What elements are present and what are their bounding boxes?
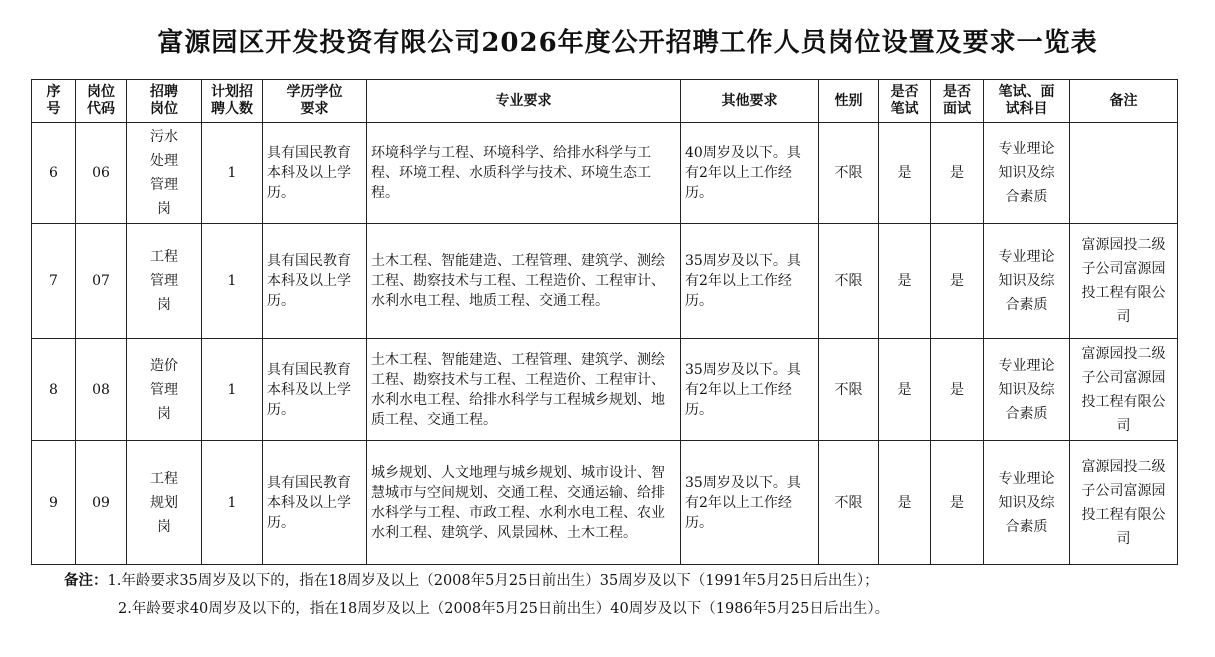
page-title: 富源园区开发投资有限公司2026年度公开招聘工作人员岗位设置及要求一览表 bbox=[157, 28, 1098, 58]
cell-remark: 富源园投二级子公司富源园投工程有限公司 bbox=[1070, 339, 1178, 441]
cell-major: 城乡规划、人文地理与城乡规划、城市设计、智慧城市与空间规划、交通工程、交通运输、给排水科学与工程、市政工程、水利水电工程、农业水利工程、建筑学、风景园林、土木工程。 bbox=[367, 441, 681, 565]
cell-remark bbox=[1070, 123, 1178, 224]
cell-gender: 不限 bbox=[819, 339, 879, 441]
cell-written: 是 bbox=[879, 441, 931, 565]
cell-major: 环境科学与工程、环境科学、给排水科学与工程、环境工程、水质科学与技术、环境生态工程。 bbox=[367, 123, 681, 224]
cell-no: 8 bbox=[32, 339, 76, 441]
cell-count: 1 bbox=[202, 224, 263, 339]
cell-written: 是 bbox=[879, 224, 931, 339]
cell-other: 40周岁及以下。具有2年以上工作经历。 bbox=[681, 123, 819, 224]
cell-interview: 是 bbox=[931, 339, 984, 441]
header-post: 招聘岗位 bbox=[127, 80, 202, 123]
header-code: 岗位代码 bbox=[76, 80, 127, 123]
header-major: 专业要求 bbox=[367, 80, 681, 123]
cell-no: 7 bbox=[32, 224, 76, 339]
cell-gender: 不限 bbox=[819, 224, 879, 339]
cell-written: 是 bbox=[879, 123, 931, 224]
cell-count: 1 bbox=[202, 441, 263, 565]
cell-remark: 富源园投二级子公司富源园投工程有限公司 bbox=[1070, 224, 1178, 339]
cell-education: 具有国民教育本科及以上学历。 bbox=[263, 123, 367, 224]
cell-post: 工程管理岗 bbox=[127, 224, 202, 339]
footnote-line-2 bbox=[64, 595, 889, 623]
cell-subjects: 专业理论知识及综合素质 bbox=[984, 339, 1070, 441]
cell-education: 具有国民教育本科及以上学历。 bbox=[263, 224, 367, 339]
cell-post: 工程规划岗 bbox=[127, 441, 202, 565]
cell-interview: 是 bbox=[931, 224, 984, 339]
footnotes bbox=[64, 567, 889, 623]
header-written: 是否笔试 bbox=[879, 80, 931, 123]
cell-code: 09 bbox=[76, 441, 127, 565]
header-remark: 备注 bbox=[1070, 80, 1178, 123]
header-count: 计划招聘人数 bbox=[202, 80, 263, 123]
footnote-text-2: 2.年龄要求40周岁及以下的，指在18周岁及以上（2008年5月25日前出生）40周岁及以下（1986年5月25日后出生）。 bbox=[118, 601, 890, 617]
cell-code: 07 bbox=[76, 224, 127, 339]
cell-interview: 是 bbox=[931, 441, 984, 565]
cell-count: 1 bbox=[202, 339, 263, 441]
cell-written: 是 bbox=[879, 339, 931, 441]
cell-gender: 不限 bbox=[819, 123, 879, 224]
header-education: 学历学位要求 bbox=[263, 80, 367, 123]
cell-post: 污水处理管理岗 bbox=[127, 123, 202, 224]
cell-subjects: 专业理论知识及综合素质 bbox=[984, 441, 1070, 565]
header-subjects: 笔试、面试科目 bbox=[984, 80, 1070, 123]
footnote-text-1: 1.年龄要求35周岁及以下的，指在18周岁及以上（2008年5月25日前出生）35周岁及以下（1991年5月25日后出生）； bbox=[107, 573, 879, 589]
cell-other: 35周岁及以下。具有2年以上工作经历。 bbox=[681, 224, 819, 339]
cell-major: 土木工程、智能建造、工程管理、建筑学、测绘工程、勘察技术与工程、工程造价、工程审计、水利水电工程、给排水科学与工程城乡规划、地质工程、交通工程。 bbox=[367, 339, 681, 441]
cell-education: 具有国民教育本科及以上学历。 bbox=[263, 441, 367, 565]
footnote-line-1 bbox=[64, 567, 889, 595]
cell-no: 6 bbox=[32, 123, 76, 224]
header-other: 其他要求 bbox=[681, 80, 819, 123]
header-no: 序号 bbox=[32, 80, 76, 123]
cell-other: 35周岁及以下。具有2年以上工作经历。 bbox=[681, 339, 819, 441]
table-row bbox=[32, 123, 1178, 224]
table-row bbox=[32, 224, 1178, 339]
table-row bbox=[32, 339, 1178, 441]
cell-major: 土木工程、智能建造、工程管理、建筑学、测绘工程、勘察技术与工程、工程造价、工程审计、水利水电工程、地质工程、交通工程。 bbox=[367, 224, 681, 339]
recruitment-table bbox=[31, 79, 1178, 565]
cell-subjects: 专业理论知识及综合素质 bbox=[984, 123, 1070, 224]
cell-subjects: 专业理论知识及综合素质 bbox=[984, 224, 1070, 339]
header-gender: 性别 bbox=[819, 80, 879, 123]
cell-count: 1 bbox=[202, 123, 263, 224]
header-interview: 是否面试 bbox=[931, 80, 984, 123]
cell-remark: 富源园投二级子公司富源园投工程有限公司 bbox=[1070, 441, 1178, 565]
table-header-row bbox=[32, 80, 1178, 123]
cell-education: 具有国民教育本科及以上学历。 bbox=[263, 339, 367, 441]
footnote-label: 备注： bbox=[64, 572, 108, 589]
cell-interview: 是 bbox=[931, 123, 984, 224]
table-row bbox=[32, 441, 1178, 565]
cell-code: 06 bbox=[76, 123, 127, 224]
cell-no: 9 bbox=[32, 441, 76, 565]
cell-other: 35周岁及以下。具有2年以上工作经历。 bbox=[681, 441, 819, 565]
cell-code: 08 bbox=[76, 339, 127, 441]
cell-post: 造价管理岗 bbox=[127, 339, 202, 441]
cell-gender: 不限 bbox=[819, 441, 879, 565]
